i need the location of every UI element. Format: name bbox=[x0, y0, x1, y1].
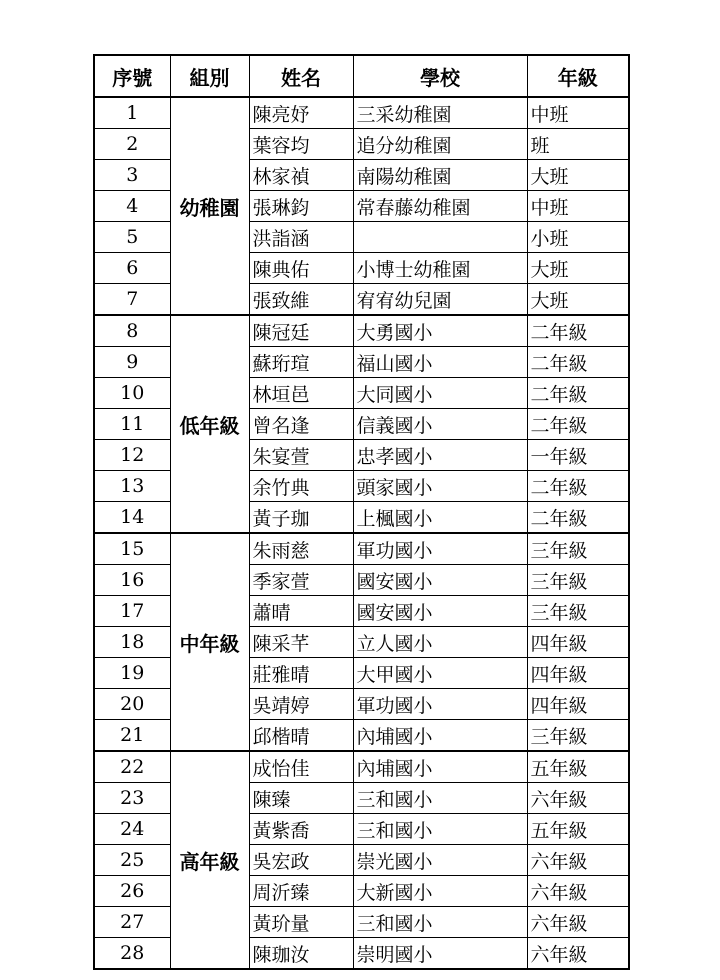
student-name: 吳宏政 bbox=[249, 845, 353, 876]
row-number: 15 bbox=[94, 533, 170, 565]
header-grade: 年級 bbox=[527, 55, 629, 97]
row-number: 20 bbox=[94, 689, 170, 720]
student-name: 張琳鈞 bbox=[249, 191, 353, 222]
student-name: 吳靖婷 bbox=[249, 689, 353, 720]
student-name: 林垣邑 bbox=[249, 378, 353, 409]
table-row bbox=[94, 533, 629, 565]
grade-level: 小班 bbox=[527, 222, 629, 253]
student-name: 周沂臻 bbox=[249, 876, 353, 907]
grade-level: 班 bbox=[527, 129, 629, 160]
school-name: 三和國小 bbox=[353, 783, 527, 814]
grade-level: 三年級 bbox=[527, 565, 629, 596]
grade-level: 二年級 bbox=[527, 315, 629, 347]
school-name: 國安國小 bbox=[353, 565, 527, 596]
row-number: 14 bbox=[94, 502, 170, 534]
student-name: 季家萱 bbox=[249, 565, 353, 596]
row-number: 5 bbox=[94, 222, 170, 253]
grade-level: 中班 bbox=[527, 97, 629, 129]
grade-level: 一年級 bbox=[527, 440, 629, 471]
student-name: 曾名逢 bbox=[249, 409, 353, 440]
row-number: 28 bbox=[94, 938, 170, 970]
row-number: 1 bbox=[94, 97, 170, 129]
header-row bbox=[94, 55, 629, 97]
group-label: 低年級 bbox=[170, 315, 249, 533]
student-name: 洪詣涵 bbox=[249, 222, 353, 253]
grade-level: 四年級 bbox=[527, 658, 629, 689]
grade-level: 二年級 bbox=[527, 409, 629, 440]
school-name: 南陽幼稚園 bbox=[353, 160, 527, 191]
school-name: 崇光國小 bbox=[353, 845, 527, 876]
student-name: 蘇珩瑄 bbox=[249, 347, 353, 378]
grade-level: 六年級 bbox=[527, 845, 629, 876]
row-number: 12 bbox=[94, 440, 170, 471]
table-row bbox=[94, 97, 629, 129]
student-name: 林家禎 bbox=[249, 160, 353, 191]
school-name: 忠孝國小 bbox=[353, 440, 527, 471]
row-number: 16 bbox=[94, 565, 170, 596]
school-name: 內埔國小 bbox=[353, 720, 527, 752]
school-name: 小博士幼稚園 bbox=[353, 253, 527, 284]
student-name: 莊雅晴 bbox=[249, 658, 353, 689]
student-name: 朱雨慈 bbox=[249, 533, 353, 565]
row-number: 23 bbox=[94, 783, 170, 814]
student-name: 余竹典 bbox=[249, 471, 353, 502]
grade-level: 大班 bbox=[527, 284, 629, 316]
grade-level: 三年級 bbox=[527, 720, 629, 752]
school-name: 追分幼稚園 bbox=[353, 129, 527, 160]
group-label: 幼稚園 bbox=[170, 97, 249, 315]
header-num: 序號 bbox=[94, 55, 170, 97]
header-name: 姓名 bbox=[249, 55, 353, 97]
school-name: 上楓國小 bbox=[353, 502, 527, 534]
school-name: 大甲國小 bbox=[353, 658, 527, 689]
school-name: 軍功國小 bbox=[353, 533, 527, 565]
school-name: 大同國小 bbox=[353, 378, 527, 409]
grade-level: 四年級 bbox=[527, 627, 629, 658]
grade-level: 五年級 bbox=[527, 751, 629, 783]
school-name: 常春藤幼稚園 bbox=[353, 191, 527, 222]
student-name: 邱楷晴 bbox=[249, 720, 353, 752]
row-number: 9 bbox=[94, 347, 170, 378]
grade-level: 六年級 bbox=[527, 876, 629, 907]
grade-level: 二年級 bbox=[527, 378, 629, 409]
grade-level: 二年級 bbox=[527, 471, 629, 502]
table-row bbox=[94, 751, 629, 783]
student-name: 陳典佑 bbox=[249, 253, 353, 284]
school-name: 大勇國小 bbox=[353, 315, 527, 347]
roster-body bbox=[94, 97, 629, 969]
row-number: 17 bbox=[94, 596, 170, 627]
row-number: 19 bbox=[94, 658, 170, 689]
row-number: 11 bbox=[94, 409, 170, 440]
school-name: 內埔國小 bbox=[353, 751, 527, 783]
school-name: 信義國小 bbox=[353, 409, 527, 440]
school-name: 三采幼稚園 bbox=[353, 97, 527, 129]
table-row bbox=[94, 315, 629, 347]
school-name: 大新國小 bbox=[353, 876, 527, 907]
grade-level: 二年級 bbox=[527, 347, 629, 378]
student-name: 成怡佳 bbox=[249, 751, 353, 783]
group-label: 高年級 bbox=[170, 751, 249, 969]
grade-level: 四年級 bbox=[527, 689, 629, 720]
row-number: 22 bbox=[94, 751, 170, 783]
grade-level: 五年級 bbox=[527, 814, 629, 845]
group-label: 中年級 bbox=[170, 533, 249, 751]
row-number: 18 bbox=[94, 627, 170, 658]
header-school: 學校 bbox=[353, 55, 527, 97]
row-number: 24 bbox=[94, 814, 170, 845]
grade-level: 六年級 bbox=[527, 938, 629, 970]
school-name: 國安國小 bbox=[353, 596, 527, 627]
student-name: 蕭晴 bbox=[249, 596, 353, 627]
student-name: 陳亮妤 bbox=[249, 97, 353, 129]
school-name: 軍功國小 bbox=[353, 689, 527, 720]
school-name: 福山國小 bbox=[353, 347, 527, 378]
student-name: 陳珈汝 bbox=[249, 938, 353, 970]
school-name: 宥宥幼兒園 bbox=[353, 284, 527, 316]
grade-level: 中班 bbox=[527, 191, 629, 222]
row-number: 21 bbox=[94, 720, 170, 752]
row-number: 25 bbox=[94, 845, 170, 876]
student-name: 張致維 bbox=[249, 284, 353, 316]
student-name: 黃紫喬 bbox=[249, 814, 353, 845]
roster-table bbox=[93, 54, 630, 970]
row-number: 26 bbox=[94, 876, 170, 907]
grade-level: 三年級 bbox=[527, 533, 629, 565]
student-name: 陳采芊 bbox=[249, 627, 353, 658]
row-number: 7 bbox=[94, 284, 170, 316]
grade-level: 大班 bbox=[527, 160, 629, 191]
student-name: 葉容均 bbox=[249, 129, 353, 160]
row-number: 8 bbox=[94, 315, 170, 347]
school-name: 立人國小 bbox=[353, 627, 527, 658]
student-name: 朱宴萱 bbox=[249, 440, 353, 471]
student-name: 黃玠量 bbox=[249, 907, 353, 938]
student-name: 陳臻 bbox=[249, 783, 353, 814]
grade-level: 六年級 bbox=[527, 907, 629, 938]
grade-level: 二年級 bbox=[527, 502, 629, 534]
header-group: 組別 bbox=[170, 55, 249, 97]
row-number: 4 bbox=[94, 191, 170, 222]
student-name: 陳冠廷 bbox=[249, 315, 353, 347]
row-number: 3 bbox=[94, 160, 170, 191]
row-number: 6 bbox=[94, 253, 170, 284]
row-number: 13 bbox=[94, 471, 170, 502]
grade-level: 三年級 bbox=[527, 596, 629, 627]
school-name bbox=[353, 222, 527, 253]
row-number: 10 bbox=[94, 378, 170, 409]
grade-level: 六年級 bbox=[527, 783, 629, 814]
school-name: 三和國小 bbox=[353, 814, 527, 845]
school-name: 頭家國小 bbox=[353, 471, 527, 502]
school-name: 崇明國小 bbox=[353, 938, 527, 970]
school-name: 三和國小 bbox=[353, 907, 527, 938]
student-name: 黃子珈 bbox=[249, 502, 353, 534]
grade-level: 大班 bbox=[527, 253, 629, 284]
row-number: 27 bbox=[94, 907, 170, 938]
row-number: 2 bbox=[94, 129, 170, 160]
